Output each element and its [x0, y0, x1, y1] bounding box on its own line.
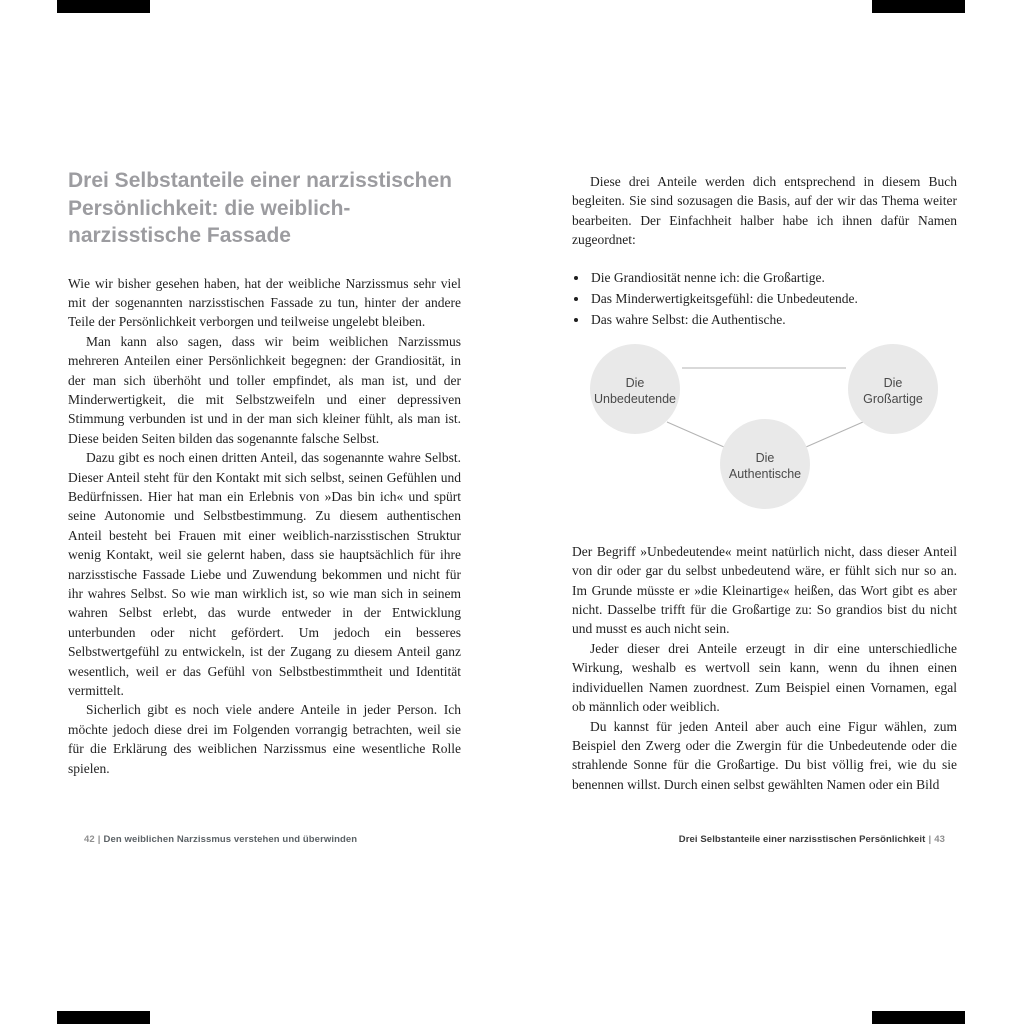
node-label-line2: Authentische — [728, 466, 802, 481]
page-edge-mark — [872, 0, 965, 13]
page-number: 42 — [84, 834, 95, 845]
bullet-list — [572, 268, 957, 330]
paragraph: Man kann also sagen, dass wir beim weiblichen Narzissmus mehreren Anteilen einer Persönlichkeit begegnen: der Grandiosität, in der man sich überhöht und toller empfindet, als man ist, und der Minderwertigkeit, die mit Selbstzweifeln und einer depressiven Stimmung verbunden ist und in der man sich kleiner fühlt, als man ist. Diese beiden Seiten bilden das sogenannte falsche Selbst. — [68, 333, 461, 446]
paragraph: Diese drei Anteile werden dich entsprechend in diesem Buch begleiten. Sie sind sozusagen die Basis, auf der wir das Thema weiter bearbeiten. Der Einfachheit halber habe ich ihnen dafür Namen zugeordnet: — [572, 174, 957, 248]
bullet-item: • Das Minderwertigkeitsgefühl: die Unbedeutende. — [589, 289, 957, 308]
right-page-footer — [572, 834, 945, 845]
right-page-column — [572, 172, 957, 794]
node-label-line1: Die — [625, 375, 645, 390]
running-title: Drei Selbstanteile einer narzisstischen Persönlichkeit — [678, 834, 926, 845]
bullet-item: • Die Grandiosität nenne ich: die Großartige. — [589, 268, 957, 287]
left-page-footer — [84, 834, 357, 845]
footer-separator: | — [928, 834, 932, 845]
connector-left — [667, 422, 724, 447]
bullet-item: • Das wahre Selbst: die Authentische. — [589, 310, 957, 329]
page-edge-mark — [57, 0, 150, 13]
connector-right — [806, 422, 863, 447]
page-edge-mark — [872, 1011, 965, 1024]
node-label-line1: Die — [755, 450, 775, 465]
node-label-line1: Die — [883, 375, 903, 390]
diagram-canvas — [572, 340, 957, 528]
node-label-line2: Großartige — [863, 391, 923, 406]
paragraph: Wie wir bisher gesehen haben, hat der weibliche Narzissmus sehr viel mit der sogenannten narzisstischen Fassade zu tun, hinter der andere Teile der Persönlichkeit verborgen und teilweise ungelebt bleiben. — [68, 275, 461, 330]
chapter-heading: Drei Selbstanteile einer narzisstischen Persönlichkeit: die weiblich-narzisstische Fassade — [68, 169, 452, 247]
footer-separator: | — [97, 834, 101, 845]
paragraph: Jeder dieser drei Anteile erzeugt in dir eine unterschiedliche Wirkung, weshalb es wertvoll sein kann, wenn du ihnen einen individuellen Namen zuordnest. Zum Beispiel einen Vornamen, egal ob männlich oder weiblich. — [572, 640, 957, 715]
page-edge-mark — [57, 1011, 150, 1024]
paragraph: Dazu gibt es noch einen dritten Anteil, das sogenannte wahre Selbst. Dieser Anteil steht für den Kontakt mit sich selbst, seinen Gefühlen und Bedürfnissen. Hier hat man ein Erlebnis von »Das bin ich« und spürt seine Autonomie und Selbstbestimmung. Zu diesem authentischen Anteil besteht bei Frauen mit einer weiblich-narzisstischen Struktur wenig Kontakt, weil sie gelernt haben, dass sie hauptsächlich für ihre narzisstische Fassade Liebe und Zuwendung bekommen und nicht für ihr wahres Selbst. So wie man wirklich ist, so wie man sich in seinem wahren Selbst erlebt, das wurde entweder in der Entwicklung unterbunden oder nicht gefördert. Um jedoch ein besseres Selbstwertgefühl zu entwickeln, ist der Zugang zu diesem Anteil ganz wesentlich, weil er das Gefühl von Selbstbestimmtheit und Identität vermittelt. — [68, 450, 461, 699]
left-page-column — [68, 167, 461, 778]
node-label-line2: Unbedeutende — [593, 391, 677, 406]
page-number: 43 — [934, 834, 945, 845]
paragraph: Du kannst für jeden Anteil aber auch eine Figur wählen, zum Beispiel den Zwerg oder die Zwergin für die Unbedeutende oder die strahlende Sonne für die Großartige. Du bist völlig frei, wie du sie benennen willst. Durch einen selbst gewählten Namen oder ein Bild — [572, 718, 957, 792]
running-title: Den weiblichen Narzissmus verstehen und überwinden — [103, 834, 358, 845]
self-parts-diagram — [572, 340, 957, 528]
paragraph: Sicherlich gibt es noch viele andere Anteile in jeder Person. Ich möchte jedoch diese drei im Folgenden vorrangig betrachten, weil sie für die Erklärung des weiblichen Narzissmus eine wesentliche Rolle spielen. — [68, 702, 461, 776]
paragraph: Der Begriff »Unbedeutende« meint natürlich nicht, dass dieser Anteil von dir oder gar du selbst unbedeutend wäre, er fühlt sich nur so an. Im Grunde müsste er »die Kleinartige« heißen, das Wort gibt es aber nicht. Dasselbe trifft für die Großartige zu: So grandios bist du nicht und musst es auch nicht sein. — [572, 543, 957, 637]
